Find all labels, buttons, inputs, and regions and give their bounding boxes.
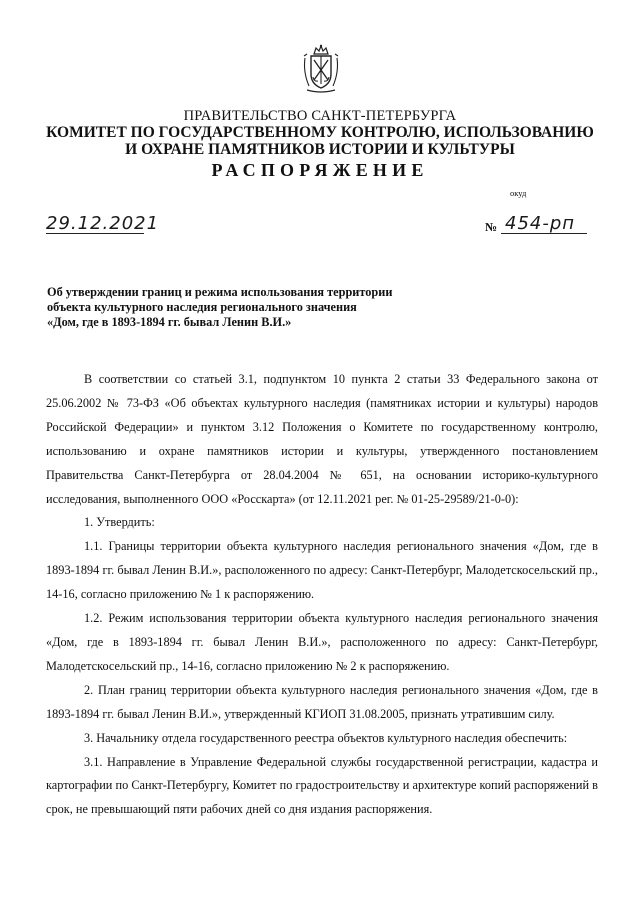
document-subject: [47, 285, 447, 330]
document-number: 454-рп: [505, 213, 576, 234]
committee-title-line-1: КОМИТЕТ ПО ГОСУДАРСТВЕННОМУ КОНТРОЛЮ, ИСПОЛЬЗОВАНИЮ: [46, 124, 594, 141]
document-type: РАСПОРЯЖЕНИЕ: [211, 160, 429, 180]
subject-line-2: объекта культурного наследия регионального значения: [47, 300, 357, 314]
government-title: ПРАВИТЕЛЬСТВО САНКТ-ПЕТЕРБУРГА: [183, 108, 457, 124]
document-body: [46, 368, 598, 822]
date-underline: [46, 233, 144, 234]
okud-label: окуд: [510, 188, 527, 198]
paragraph-1-1: 1.1. Границы территории объекта культурного наследия регионального значения «Дом, где в 1893-1894 гг. бывал Ленин В.И.», расположенного по адресу: Санкт-Петербург, Малодетскосельский пр., 14-16, согласно приложению № 1 к распоряжению.: [46, 539, 598, 602]
coat-of-arms-icon: [300, 44, 342, 94]
paragraph-1: 1. Утвердить:: [84, 515, 155, 530]
document-date: 29.12.2021: [46, 213, 160, 234]
paragraph-3-1: 3.1. Направление в Управление Федеральной службы государственной регистрации, кадастра и картографии по Санкт-Петербургу, Комитет по градостроительству и архитектуре копий распоряжений в срок, не превышающий пяти рабочих дней со дня издания распоряжения.: [46, 754, 598, 817]
paragraph-preamble: В соответствии со статьей 3.1, подпунктом 10 пункта 2 статьи 33 Федерального закона от 25.06.2002 № 73-ФЗ «Об объектах культурного наследия (памятниках истории и культуры) народов Российской Федерации» и пунктом 3.12 Положения о Комитете по государственному контролю, использованию и охране памятников истории и культуры, утвержденного постановлением Правительства Санкт-Петербурга от 28.04.2004 № 651, на основании историко-культурного исследования, выполненного ООО «Росскарта» (от 12.11.2021 рег. № 01-25-29589/21-0-0):: [46, 372, 598, 506]
subject-line-3: «Дом, где в 1893-1894 гг. бывал Ленин В.И.»: [47, 315, 292, 329]
number-underline: [501, 233, 587, 234]
subject-line-1: Об утверждении границ и режима использования территории: [47, 285, 393, 299]
committee-title-line-2: И ОХРАНЕ ПАМЯТНИКОВ ИСТОРИИ И КУЛЬТУРЫ: [125, 141, 515, 158]
paragraph-3: 3. Начальнику отдела государственного реестра объектов культурного наследия обеспечить:: [84, 730, 568, 745]
number-sign: №: [485, 220, 498, 234]
paragraph-1-2: 1.2. Режим использования территории объекта культурного наследия регионального значения «Дом, где в 1893-1894 гг. бывал Ленин В.И.», расположенного по адресу: Санкт-Петербург, Малодетскосельский пр., 14-16, согласно приложению № 2 к распоряжению.: [46, 611, 598, 673]
paragraph-2: 2. План границ территории объекта культурного наследия регионального значения «Дом, где в 1893-1894 гг. бывал Ленин В.И.», утвержденный КГИОП 31.08.2005, признать утратившим силу.: [46, 682, 598, 721]
committee-title: [0, 124, 640, 158]
